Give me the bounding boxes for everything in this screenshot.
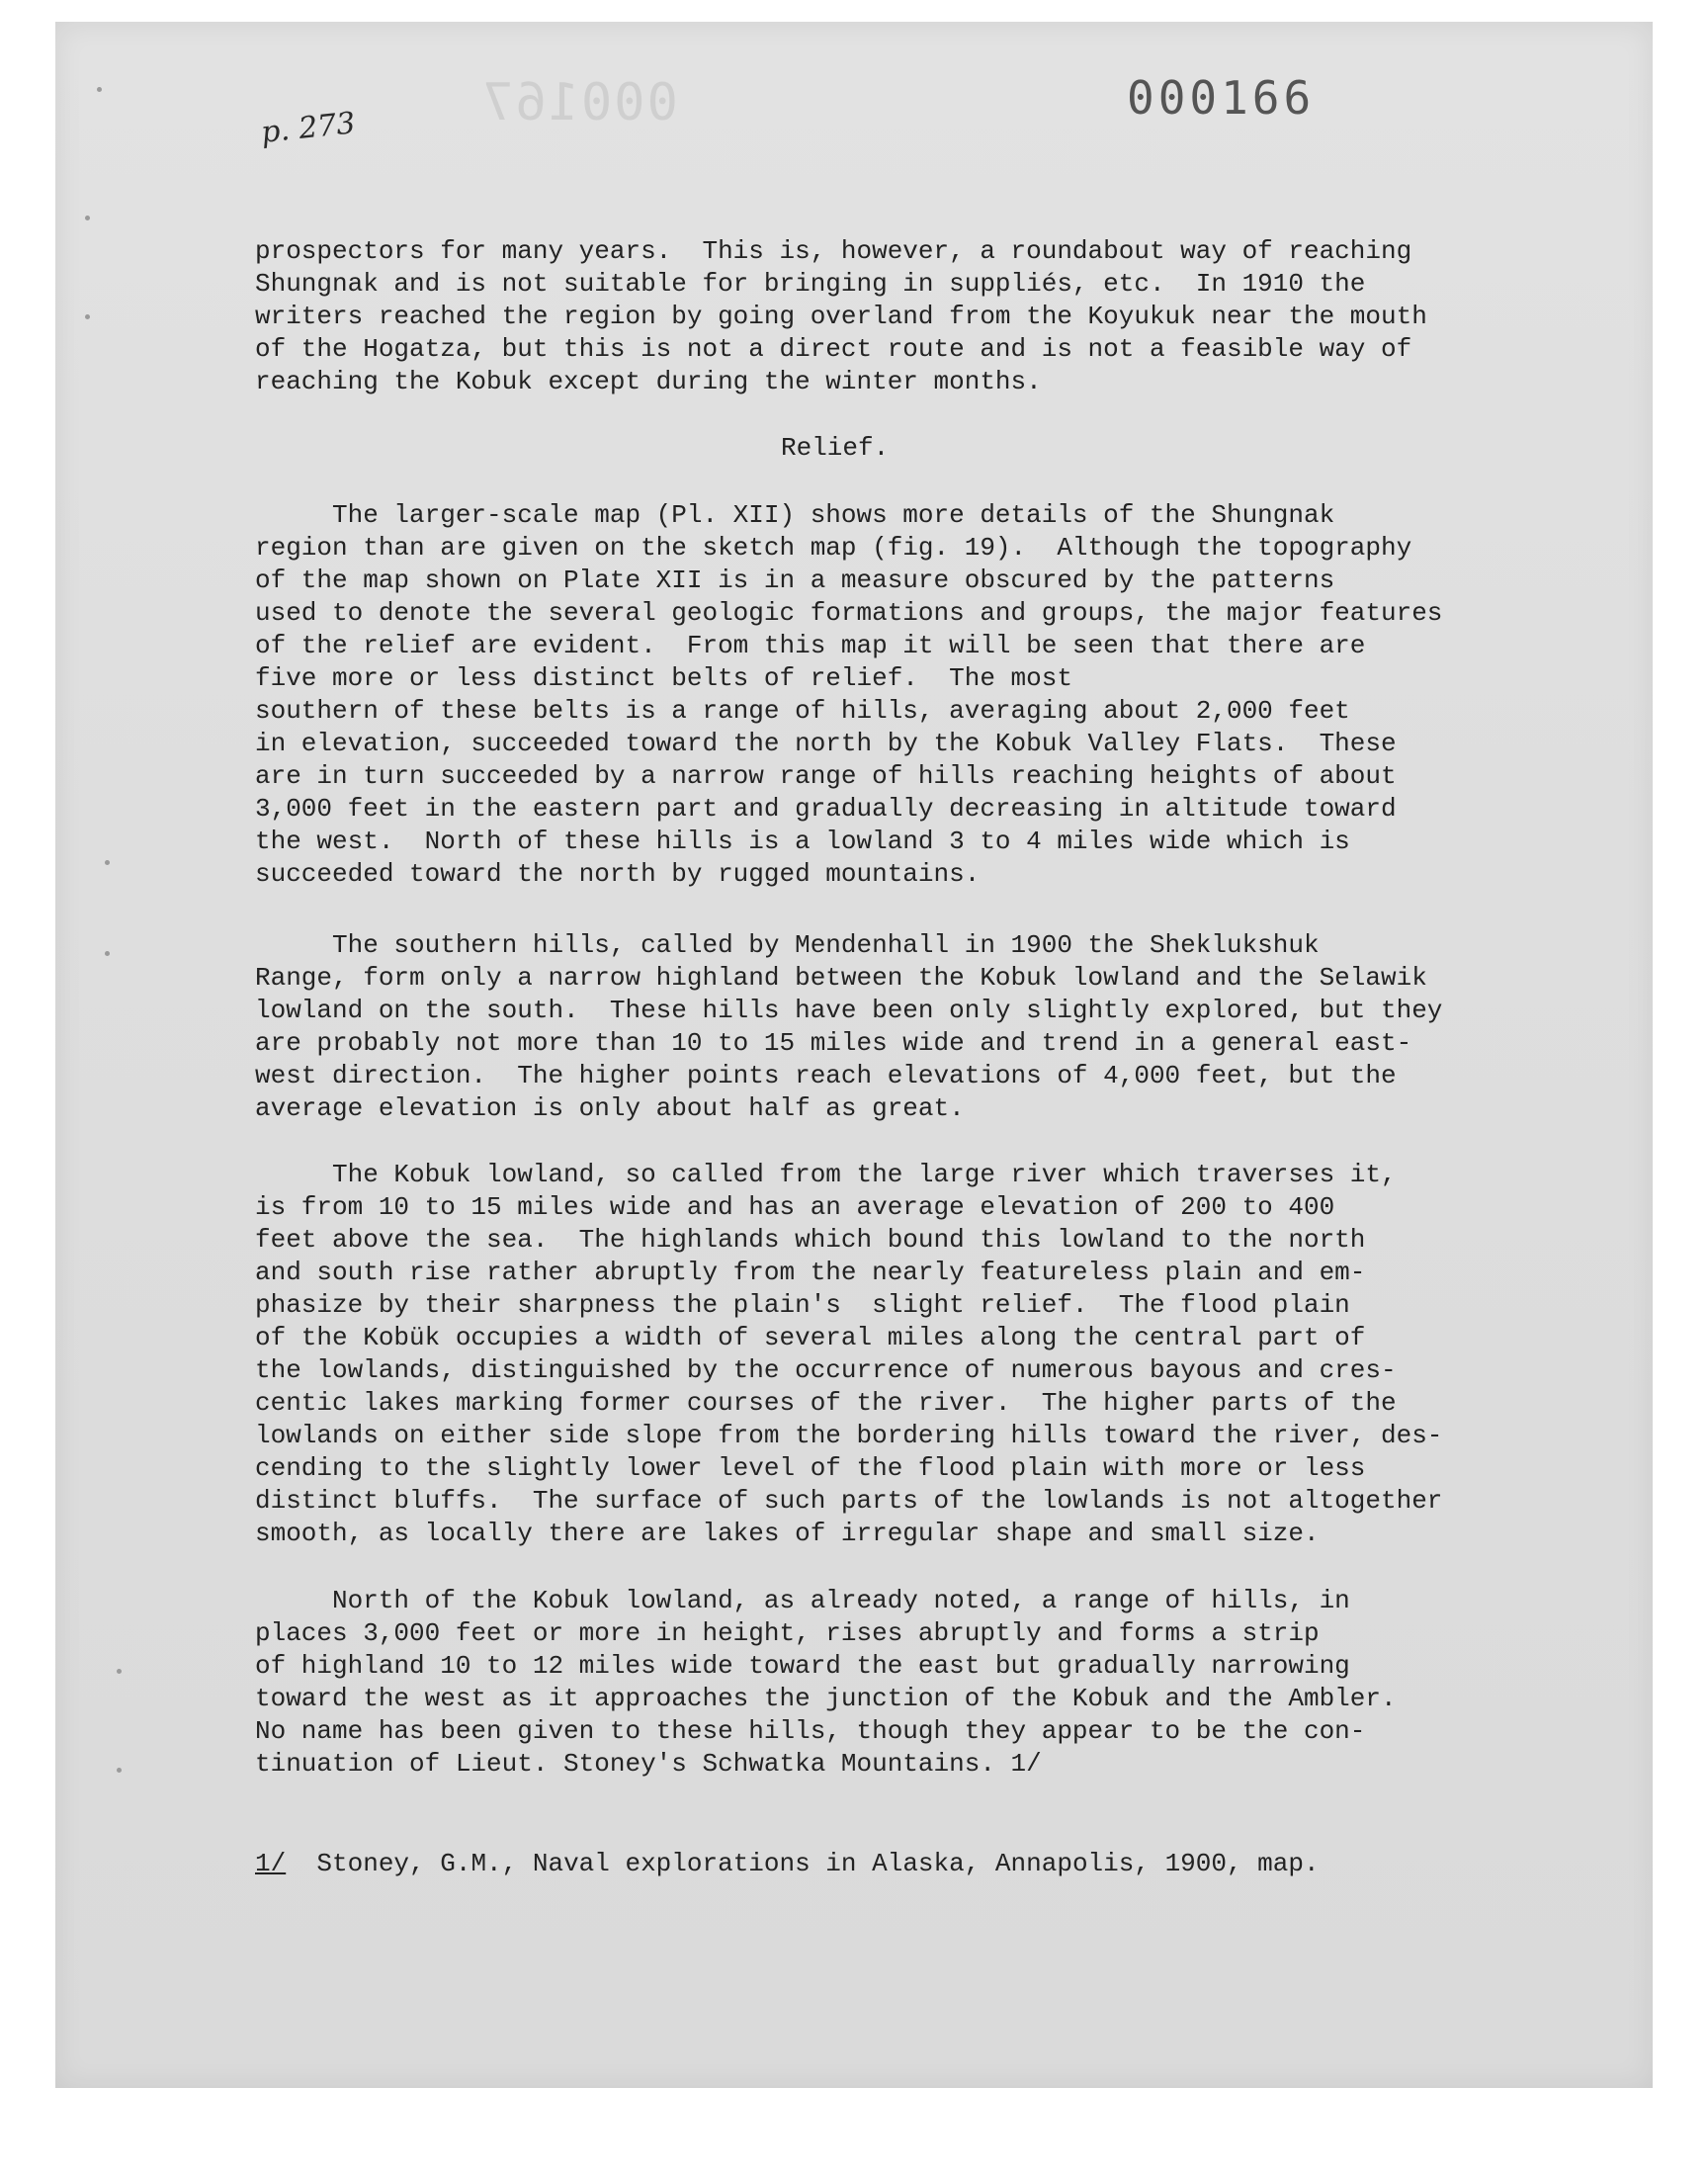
paragraph-3: The southern hills, called by Mendenhall in 1900 the Sheklukshuk Range, form only a narrow highland between the Kobuk lowland and the Selawik lowland on the south. These hills have been only slightly explored, but they are probably not more than 10 to 15 miles wide and trend in a general east- west direction. The higher points reach elevations of 4,000 feet, but the average elevation is only about half as great. [255,930,1443,1123]
speck [117,1768,122,1773]
paragraph-2: The larger-scale map (Pl. XII) shows more details of the Shungnak region than are given on the sketch map (fig. 19). Although the topography of the map shown on Plate XII is in a measure obscured by the patterns used to denote the several geologic formations and groups, the major features of the relief are evident. From this map it will be seen that there are five more or less distinct belts of relief. The most southern of these belts is a range of hills, averaging about 2,000 feet in elevation, succeeded toward the north by the Kobuk Valley Flats. These are in turn succeeded by a narrow range of hills reaching heights of about 3,000 feet in the eastern part and gradually decreasing in altitude toward the west. North of these hills is a lowland 3 to 4 miles wide which is succeeded toward the north by rugged mountains. [255,500,1443,889]
section-heading: Relief. [781,433,890,463]
paragraph-5: North of the Kobuk lowland, as already noted, a range of hills, in places 3,000 feet or more in height, rises abruptly and forms a strip of highland 10 to 12 miles wide toward the east but gradually narrowing toward the west as it approaches the junction of the Kobuk and the Ambler. No name has been given to these hills, though they appear to be the con- tinuation of Lieut. Stoney's Schwatka Mountains. 1/ [255,1586,1397,1779]
paragraph-4: The Kobuk lowland, so called from the large river which traverses it, is from 10 to 15 miles wide and has an average elevation of 200 to 400 feet above the sea. The highlands which bound this lowland to the north and south rise rather abruptly from the nearly featureless plain and em- phasize by their sharpness the plain's slight relief. The flood plain of the Kobük occupies a width of several miles along the central part of the lowlands, distinguished by the occurrence of numerous bayous and cres- centic lakes marking former courses of the river. The higher parts of the lowlands on either side slope from the bordering hills toward the river, des- cending to the slightly lower level of the flood plain with more or less distinct bluffs. The surface of such parts of the lowlands is not altogether smooth, as locally there are lakes of irregular shape and small size. [255,1160,1443,1548]
speck [117,1669,122,1674]
bleed-through-number: 000167 [480,73,678,132]
speck [97,87,102,92]
footnote-marker: 1/ [255,1849,287,1878]
speck [85,314,90,319]
speck [105,951,110,956]
footnote [255,1849,1320,1878]
speck [85,216,90,220]
speck [105,860,110,865]
handwritten-page-reference: p. 273 [259,106,358,150]
footnote-text: Stoney, G.M., Naval explorations in Alaska, Annapolis, 1900, map. [286,1849,1320,1878]
paragraph-1: prospectors for many years. This is, however, a roundabout way of reaching Shungnak and is not suitable for bringing in suppliés, etc. In 1910 the writers reached the region by going overland from the Koyukuk near the mouth of the Hogatza, but this is not a direct route and is not a feasible way of reaching the Kobuk except during the winter months. [255,236,1427,396]
document-number: 000166 [1127,71,1316,125]
